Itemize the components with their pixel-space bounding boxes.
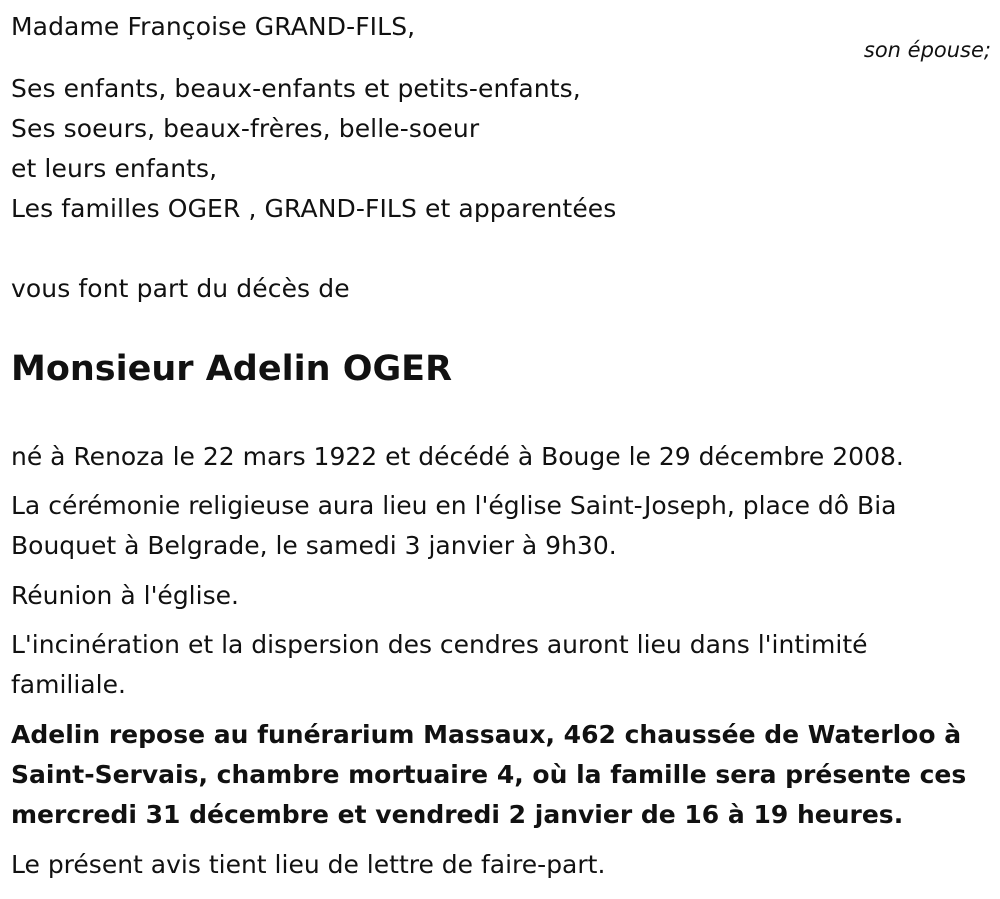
spouse-line: Madame Françoise GRAND-FILS, xyxy=(11,12,416,41)
ceremony-paragraph: La cérémonie religieuse aura lieu en l'église Saint-Joseph, place dô Bia Bouquet à Belgrade, le samedi 3 janvier à 9h30. xyxy=(11,491,897,560)
family-line-siblings: Ses soeurs, beaux-frères, belle-soeur xyxy=(11,114,480,143)
deceased-name: Monsieur Adelin OGER xyxy=(11,349,453,389)
family-line-families: Les familles OGER , GRAND-FILS et apparentées xyxy=(11,194,617,223)
cremation-paragraph: L'incinération et la dispersion des cendres auront lieu dans l'intimité familiale. xyxy=(11,630,868,699)
announcement-line: vous font part du décès de xyxy=(11,274,350,303)
spouse-role: son épouse; xyxy=(863,38,991,62)
birth-death-paragraph: né à Renoza le 22 mars 1922 et décédé à Bouge le 29 décembre 2008. xyxy=(11,442,904,471)
closing-paragraph: Le présent avis tient lieu de lettre de faire-part. xyxy=(11,850,606,879)
family-line-their-children: et leurs enfants, xyxy=(11,154,218,183)
family-line-children: Ses enfants, beaux-enfants et petits-enfants, xyxy=(11,74,581,103)
meeting-paragraph: Réunion à l'église. xyxy=(11,581,239,610)
funeral-home-paragraph: Adelin repose au funérarium Massaux, 462 chaussée de Waterloo à Saint-Servais, chambre mortuaire 4, où la famille sera présente ces mercredi 31 décembre et vendredi 2 janvier de 16 à 19 heures. xyxy=(11,720,967,829)
